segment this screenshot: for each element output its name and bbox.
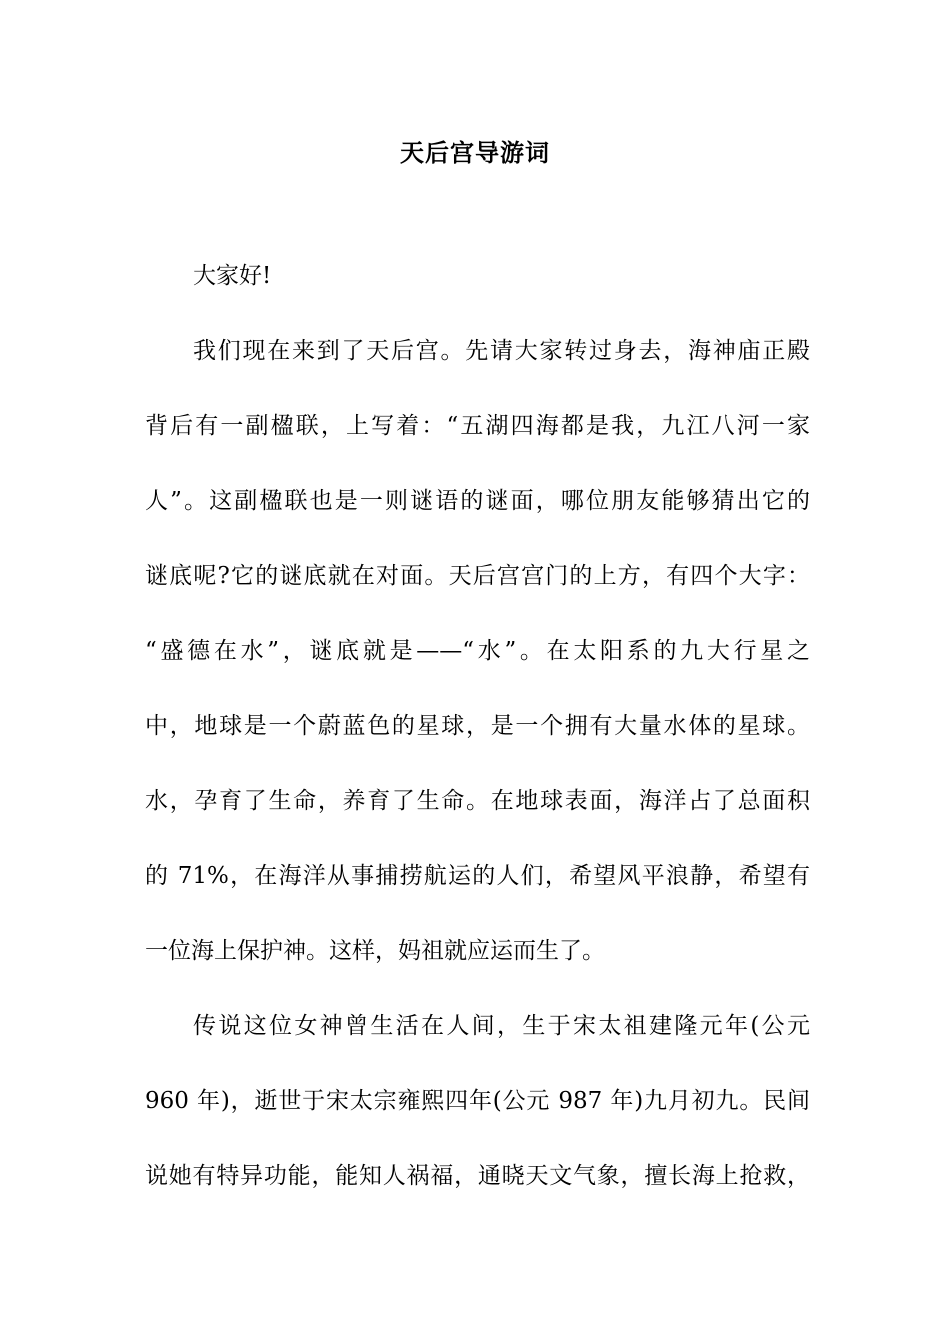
text-line: 说她有特异功能，能知人祸福，通晓天文气象，擅长海上抢救， bbox=[145, 1163, 810, 1189]
text-line: 传说这位女神曾生活在人间，生于宋太祖建隆元年(公元 bbox=[193, 1013, 810, 1039]
document-body bbox=[145, 258, 810, 1233]
text-line: 中，地球是一个蔚蓝色的星球，是一个拥有大量水体的星球。 bbox=[145, 713, 810, 739]
text-line: 960 年)，逝世于宋太宗雍熙四年(公元 987 年)九月初九。民间 bbox=[145, 1088, 810, 1114]
text-line: “盛德在水”，谜底就是——“水”。在太阳系的九大行星之 bbox=[145, 638, 810, 664]
text-line: 大家好! bbox=[193, 263, 272, 289]
document-title: 天后宫导游词 bbox=[400, 138, 550, 167]
text-line: 谜底呢?它的谜底就在对面。天后宫宫门的上方，有四个大字： bbox=[145, 563, 810, 589]
text-line: 我们现在来到了天后宫。先请大家转过身去，海神庙正殿 bbox=[193, 338, 810, 364]
text-line: 一位海上保护神。这样，妈祖就应运而生了。 bbox=[145, 938, 605, 964]
text-line: 人”。这副楹联也是一则谜语的谜面，哪位朋友能够猜出它的 bbox=[145, 488, 810, 514]
text-line: 背后有一副楹联，上写着：“五湖四海都是我，九江八河一家 bbox=[145, 413, 810, 439]
text-line: 水，孕育了生命，养育了生命。在地球表面，海洋占了总面积 bbox=[145, 788, 810, 814]
text-line: 的 71%，在海洋从事捕捞航运的人们，希望风平浪静，希望有 bbox=[145, 863, 810, 889]
